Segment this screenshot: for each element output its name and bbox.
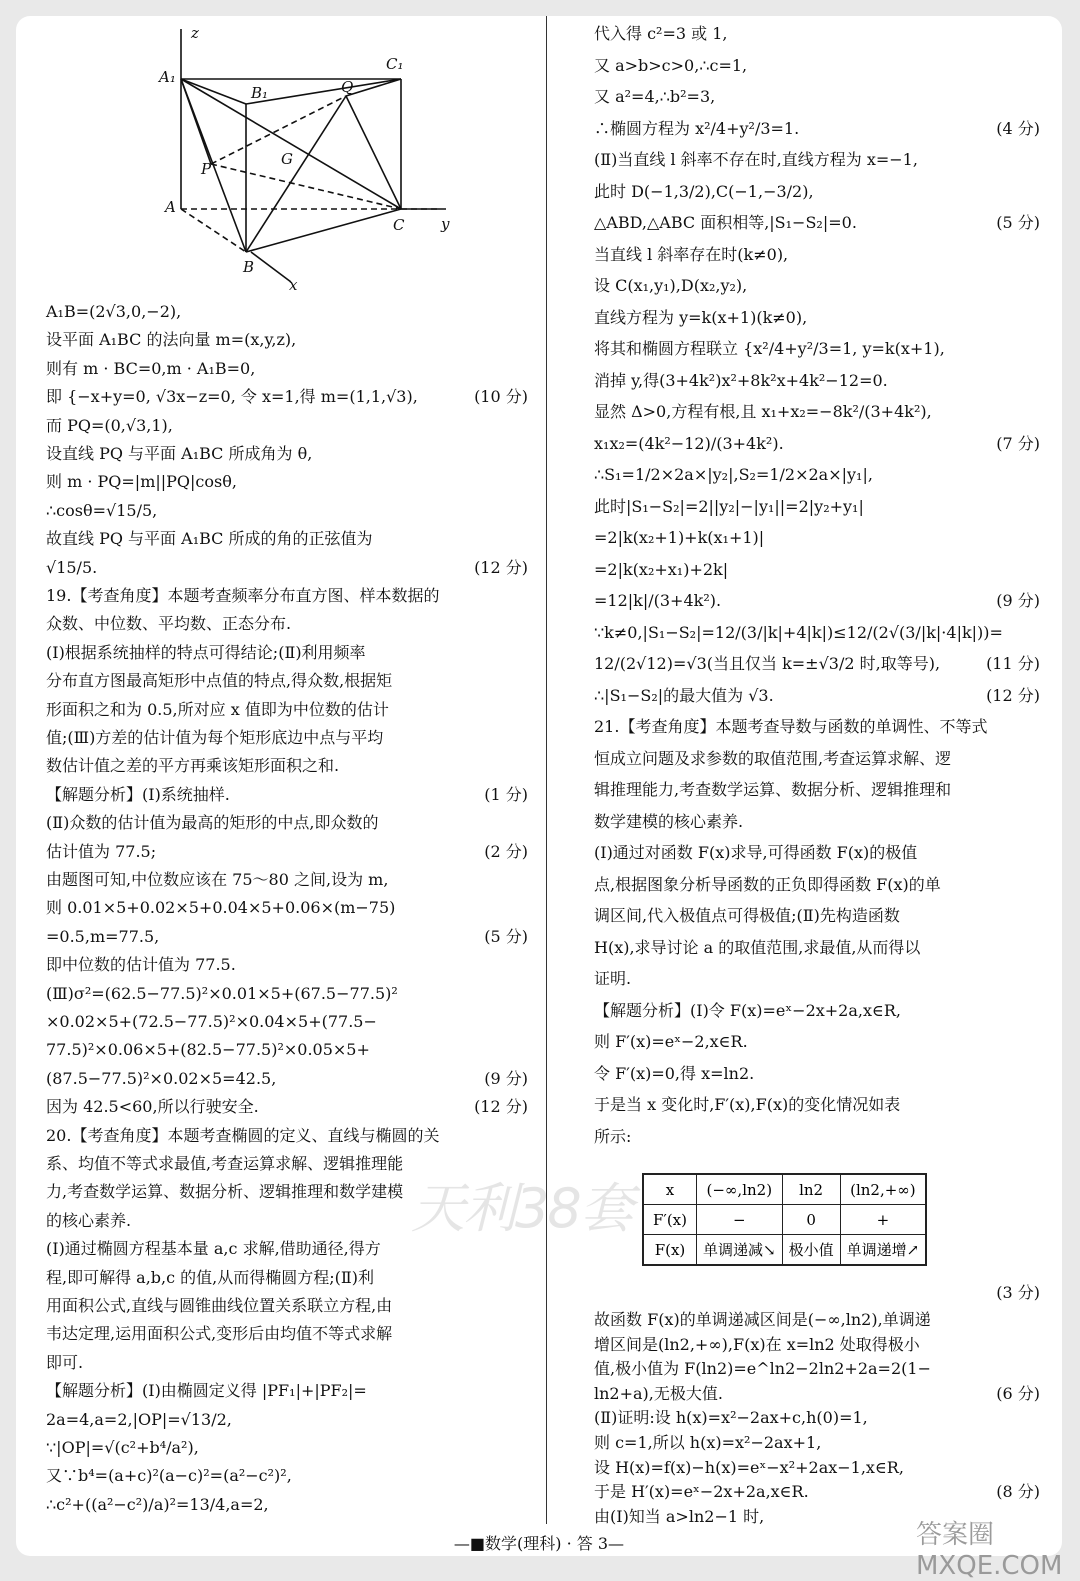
table-row [643, 1235, 926, 1266]
text-line [46, 1320, 528, 1348]
text-line [594, 1123, 1040, 1151]
line-text: 21.【考查角度】本题考查导数与函数的单调性、不等式 [594, 717, 988, 736]
text-line [594, 146, 1040, 174]
label-b1: B₁ [251, 84, 269, 102]
line-text: 证明. [594, 969, 632, 988]
text-line [46, 894, 528, 922]
text-line [46, 1122, 528, 1150]
line-score: (10 分) [474, 387, 528, 407]
text-line [594, 556, 1040, 584]
text-line [594, 934, 1040, 962]
line-text: 于是 H′(x)=eˣ−2x+2a,x∈R. [594, 1482, 809, 1502]
text-line [594, 965, 1040, 993]
label-g: G [281, 150, 293, 168]
line-text: 设直线 PQ 与平面 A₁BC 所成角为 θ, [46, 444, 313, 463]
line-text: ∴|S₁−S₂|的最大值为 √3. [594, 685, 774, 705]
line-text: 【解题分析】(Ⅰ)由椭圆定义得 |PF₁|+|PF₂|= [46, 1381, 367, 1401]
line-text: 又 a²=4,∴b²=3, [594, 87, 716, 106]
text-line [46, 1491, 528, 1519]
line-text: 【解题分析】(Ⅰ)令 F(x)=eˣ−2x+2a,x∈R, [594, 1000, 901, 1020]
text-line [594, 335, 1040, 363]
text-line [46, 696, 528, 724]
text-line [46, 610, 528, 638]
line-text: x₁x₂=(4k²−12)/(3+4k²). [594, 433, 784, 453]
line-text: 12/(2√12)=√3(当且仅当 k=±√3/2 时,取等号), [594, 654, 941, 673]
text-line [594, 52, 1040, 80]
watermark: 天利38套 [411, 1177, 632, 1240]
line-text: 又∵b⁴=(a+c)²(a−c)²=(a²−c²)², [46, 1466, 292, 1486]
line-text: △ABD,△ABC 面积相等,|S₁−S₂|=0. [594, 213, 857, 232]
line-text: 代入得 c²=3 或 1, [594, 24, 728, 43]
line-score: (8 分) [996, 1482, 1040, 1502]
text-line [46, 752, 528, 780]
table-cell: 极小值 [782, 1235, 840, 1266]
line-text: 值;(Ⅲ)方差的估计值为每个矩形底边中点与平均 [46, 728, 384, 747]
text-line [594, 83, 1040, 111]
text-line [594, 524, 1040, 552]
label-b: B [243, 258, 255, 276]
text-line [46, 497, 528, 525]
label-c1: C₁ [386, 55, 404, 73]
table-cell: F(x) [643, 1235, 697, 1266]
text-line [46, 1264, 528, 1292]
label-y: y [441, 215, 450, 233]
geometry-figure [101, 24, 471, 294]
line-text: 用面积公式,直线与圆锥曲线位置关系联立方程,由 [46, 1296, 393, 1315]
text-line [594, 1028, 1040, 1056]
table-cell: 0 [782, 1205, 840, 1235]
text-line [46, 1093, 528, 1121]
label-p: P [201, 160, 212, 178]
text-line [46, 554, 528, 582]
line-text: (Ⅲ)σ²=(62.5−77.5)²×0.01×5+(67.5−77.5)² [46, 983, 398, 1003]
line-text: ×0.02×5+(72.5−77.5)²×0.04×5+(77.5− [46, 1012, 377, 1031]
column-divider [546, 16, 547, 1524]
text-line [46, 1292, 528, 1320]
text-line [46, 1065, 528, 1093]
text-line [46, 1406, 528, 1434]
line-text: 韦达定理,运用面积公式,变形后由均值不等式求解 [46, 1324, 393, 1344]
line-score: (5 分) [484, 926, 528, 946]
table-row [643, 1174, 926, 1205]
line-text: 又 a>b>c>0,∴c=1, [594, 55, 748, 75]
text-line [46, 468, 528, 496]
label-q: Q [341, 78, 354, 96]
line-text: 则 c=1,所以 h(x)=x²−2ax+1, [594, 1433, 822, 1452]
line-text: 所示: [594, 1126, 632, 1146]
line-text: 消掉 y,得(3+4k²)x²+8k²x+4k²−12=0. [594, 370, 888, 390]
line-text: 当直线 l 斜率存在时(k≠0), [594, 244, 789, 264]
text-line [46, 1349, 528, 1377]
line-text: (Ⅱ)当直线 l 斜率不存在时,直线方程为 x=−1, [594, 150, 918, 169]
text-line [46, 667, 528, 695]
text-line [46, 1036, 528, 1064]
line-text: =2|k(x₂+x₁)+2k| [594, 559, 729, 579]
site-logo: 答案圈 MXQE.COM [916, 1520, 1063, 1581]
line-text: 19.【考查角度】本题考查频率分布直方图、样本数据的 [46, 586, 440, 605]
line-text: 故直线 PQ 与平面 A₁BC 所成的角的正弦值为 [46, 529, 373, 549]
line-text: A₁B=(2√3,0,−2), [46, 302, 182, 321]
text-line [594, 713, 1040, 741]
line-text: 辑推理能力,考查数学运算、数据分析、逻辑推理和 [594, 780, 952, 799]
label-c: C [393, 216, 405, 234]
table-score-line [594, 1279, 1040, 1307]
text-line [594, 209, 1040, 237]
line-text: 分布直方图最高矩形中点值的特点,得众数,根据矩 [46, 671, 393, 691]
text-line [594, 997, 1040, 1025]
text-line [594, 430, 1040, 458]
line-text: 设平面 A₁BC 的法向量 m=(x,y,z), [46, 330, 297, 350]
line-text: (Ⅰ)通过椭圆方程基本量 a,c 求解,借助通径,得方 [46, 1239, 381, 1259]
text-line [594, 493, 1040, 521]
text-line [594, 1060, 1040, 1088]
line-score: (11 分) [986, 654, 1040, 673]
line-text: 2a=4,a=2,|OP|=√13/2, [46, 1409, 232, 1429]
text-line [594, 682, 1040, 710]
line-text: 将其和椭圆方程联立 {x²/4+y²/3=1, y=k(x+1), [594, 339, 945, 358]
line-text: 估计值为 77.5; [46, 841, 157, 861]
text-line [46, 866, 528, 894]
line-score: (5 分) [996, 213, 1040, 232]
text-line [46, 838, 528, 866]
answer-page [16, 16, 1063, 1581]
line-text: 恒成立问题及求参数的取值范围,考查运算求解、逻 [594, 748, 952, 768]
line-text: 则 0.01×5+0.02×5+0.04×5+0.06×(m−75) [46, 898, 396, 918]
text-line [594, 745, 1040, 773]
line-score: (12 分) [474, 1097, 528, 1117]
text-line [594, 20, 1040, 48]
table-cell: (ln2,+∞) [840, 1174, 926, 1205]
line-text: ∴cosθ=√15/5, [46, 500, 158, 520]
text-line [46, 525, 528, 553]
line-text: 77.5)²×0.06×5+(82.5−77.5)²×0.05×5+ [46, 1040, 370, 1060]
line-text: 则 m · PQ=|m||PQ|cosθ, [46, 472, 237, 492]
line-text: 设 H(x)=f(x)−h(x)=eˣ−x²+2ax−1,x∈R, [594, 1457, 904, 1477]
table-cell: 单调递减↘ [697, 1235, 783, 1266]
line-text: =0.5,m=77.5, [46, 926, 160, 946]
line-text: 【解题分析】(Ⅰ)系统抽样. [46, 784, 230, 804]
line-text: 显然 Δ>0,方程有根,且 x₁+x₂=−8k²/(3+4k²), [594, 402, 932, 421]
text-line [46, 809, 528, 837]
line-text: 此时 D(−1,3/2),C(−1,−3/2), [594, 181, 814, 201]
text-line [594, 241, 1040, 269]
line-text: ∴c²+((a²−c²)/a)²=13/4,a=2, [46, 1494, 269, 1514]
text-line [594, 115, 1040, 143]
line-text: 值,极小值为 F(ln2)=e^ln2−2ln2+2a=2(1− [594, 1359, 931, 1379]
line-text: 形面积之和为 0.5,所对应 x 值即为中位数的估计 [46, 699, 389, 719]
text-line [46, 923, 528, 951]
line-text: 则有 m · BC=0,m · A₁B=0, [46, 358, 256, 378]
line-text: 由题图可知,中位数应该在 75～80 之间,设为 m, [46, 870, 389, 889]
line-text: ∵k≠0,|S₁−S₂|=12/(3/|k|+4|k|)≤12/(2√(3/|k|·4|k|))= [594, 622, 1003, 642]
label-z: z [191, 24, 199, 42]
text-line [594, 902, 1040, 930]
table-cell: (−∞,ln2) [697, 1174, 783, 1205]
line-score: (9 分) [996, 591, 1040, 610]
text-line [46, 980, 528, 1008]
line-text: ∵|OP|=√(c²+b⁴/a²), [46, 1438, 199, 1457]
line-text: 数估计值之差的平方再乘该矩形面积之和. [46, 756, 340, 776]
text-line [594, 871, 1040, 899]
text-line [594, 587, 1040, 615]
line-score: (1 分) [484, 784, 528, 804]
text-line [46, 582, 528, 610]
line-text: 直线方程为 y=k(x+1)(k≠0), [594, 307, 808, 327]
table-cell: 单调递增↗ [840, 1235, 926, 1266]
line-text: (87.5−77.5)²×0.02×5=42.5, [46, 1068, 277, 1088]
line-text: 系、均值不等式求最值,考查运算求解、逻辑推理能 [46, 1154, 404, 1173]
table-cell: ln2 [782, 1174, 840, 1205]
line-score: (4 分) [996, 118, 1040, 138]
table-score: (3 分) [996, 1283, 1040, 1302]
line-score: (12 分) [986, 685, 1040, 705]
text-line [46, 639, 528, 667]
table-cell: − [697, 1205, 783, 1235]
line-text: 的核心素养. [46, 1210, 132, 1230]
label-a: A [165, 198, 176, 216]
text-line [594, 776, 1040, 804]
line-score: (9 分) [484, 1068, 528, 1088]
line-text: ∴椭圆方程为 x²/4+y²/3=1. [594, 118, 800, 138]
table-cell: x [643, 1174, 697, 1205]
line-text: 20.【考查角度】本题考查椭圆的定义、直线与椭圆的关 [46, 1125, 440, 1145]
line-text: 于是当 x 变化时,F′(x),F(x)的变化情况如表 [594, 1095, 901, 1114]
text-line [46, 355, 528, 383]
text-line [46, 781, 528, 809]
text-line [594, 398, 1040, 426]
line-text: 而 PQ=(0,√3,1), [46, 415, 173, 435]
line-score: (12 分) [474, 557, 528, 577]
line-text: 即可. [46, 1352, 84, 1372]
line-text: 此时|S₁−S₂|=2||y₂|−|y₁||=2|y₂+y₁| [594, 496, 864, 516]
line-text: 设 C(x₁,y₁),D(x₂,y₂), [594, 276, 748, 295]
text-line [46, 1377, 528, 1405]
text-line [46, 326, 528, 354]
line-text: H(x),求导讨论 a 的取值范围,求最值,从而得以 [594, 937, 921, 957]
line-text: ∴S₁=1/2×2a×|y₂|,S₂=1/2×2a×|y₁|, [594, 465, 873, 484]
line-score: (2 分) [484, 841, 528, 861]
text-line [594, 839, 1040, 867]
line-text: 数学建模的核心素养. [594, 811, 744, 831]
line-text: 令 F′(x)=0,得 x=ln2. [594, 1063, 755, 1083]
table-cell: F′(x) [643, 1205, 697, 1235]
text-line [46, 412, 528, 440]
line-text: =12|k|/(3+4k²). [594, 591, 722, 610]
table-row [643, 1205, 926, 1235]
text-line [594, 304, 1040, 332]
text-line [594, 461, 1040, 489]
line-text: 调区间,代入极值点可得极值;(Ⅱ)先构造函数 [594, 906, 900, 925]
line-text: (Ⅰ)根据系统抽样的特点可得结论;(Ⅱ)利用频率 [46, 642, 366, 662]
line-text: (Ⅱ)证明:设 h(x)=x²−2ax+c,h(0)=1, [594, 1408, 868, 1428]
label-x: x [289, 276, 298, 294]
line-text: =2|k(x₂+1)+k(x₁+1)| [594, 528, 765, 547]
text-line [46, 440, 528, 468]
table-cell: + [840, 1205, 926, 1235]
text-line [46, 383, 528, 411]
text-line [46, 1434, 528, 1462]
line-text: 故函数 F(x)的单调递减区间是(−∞,ln2),单调递 [594, 1310, 931, 1329]
text-line [46, 298, 528, 326]
text-line [46, 724, 528, 752]
line-score: (7 分) [996, 433, 1040, 453]
text-line [594, 178, 1040, 206]
text-line [594, 367, 1040, 395]
line-text: 即 {−x+y=0, √3x−z=0, 令 x=1,得 m=(1,1,√3), [46, 387, 418, 407]
line-text: (Ⅱ)众数的估计值为最高的矩形的中点,即众数的 [46, 813, 379, 833]
line-text: 由(Ⅰ)知当 a>ln2−1 时, [594, 1506, 765, 1526]
label-a1: A₁ [159, 68, 176, 86]
line-text: 众数、中位数、平均数、正态分布. [46, 614, 292, 634]
text-line [46, 1462, 528, 1490]
line-text: 增区间是(ln2,+∞),F(x)在 x=ln2 处取得极小 [594, 1334, 920, 1354]
line-text: ln2+a),无极大值. [594, 1383, 723, 1403]
text-line [594, 272, 1040, 300]
text-line [46, 951, 528, 979]
line-text: 则 F′(x)=eˣ−2,x∈R. [594, 1032, 748, 1051]
line-score: (6 分) [996, 1383, 1040, 1403]
line-text: 程,即可解得 a,b,c 的值,从而得椭圆方程;(Ⅱ)利 [46, 1267, 375, 1287]
text-line [594, 619, 1040, 647]
line-text: 点,根据图象分析导函数的正负即得函数 F(x)的单 [594, 874, 941, 894]
text-line [594, 808, 1040, 836]
line-text: √15/5. [46, 557, 98, 577]
text-line [594, 650, 1040, 678]
page-footer: —■数学(理科) · 答 3— [453, 1534, 625, 1553]
line-text: (Ⅰ)通过对函数 F(x)求导,可得函数 F(x)的极值 [594, 843, 918, 862]
text-line [594, 1091, 1040, 1119]
variation-table [642, 1173, 927, 1266]
line-text: 即中位数的估计值为 77.5. [46, 955, 236, 975]
line-text: 因为 42.5<60,所以行驶安全. [46, 1097, 259, 1117]
text-line [46, 1008, 528, 1036]
line-text: 力,考查数学运算、数据分析、逻辑推理和数学建模 [46, 1182, 404, 1202]
